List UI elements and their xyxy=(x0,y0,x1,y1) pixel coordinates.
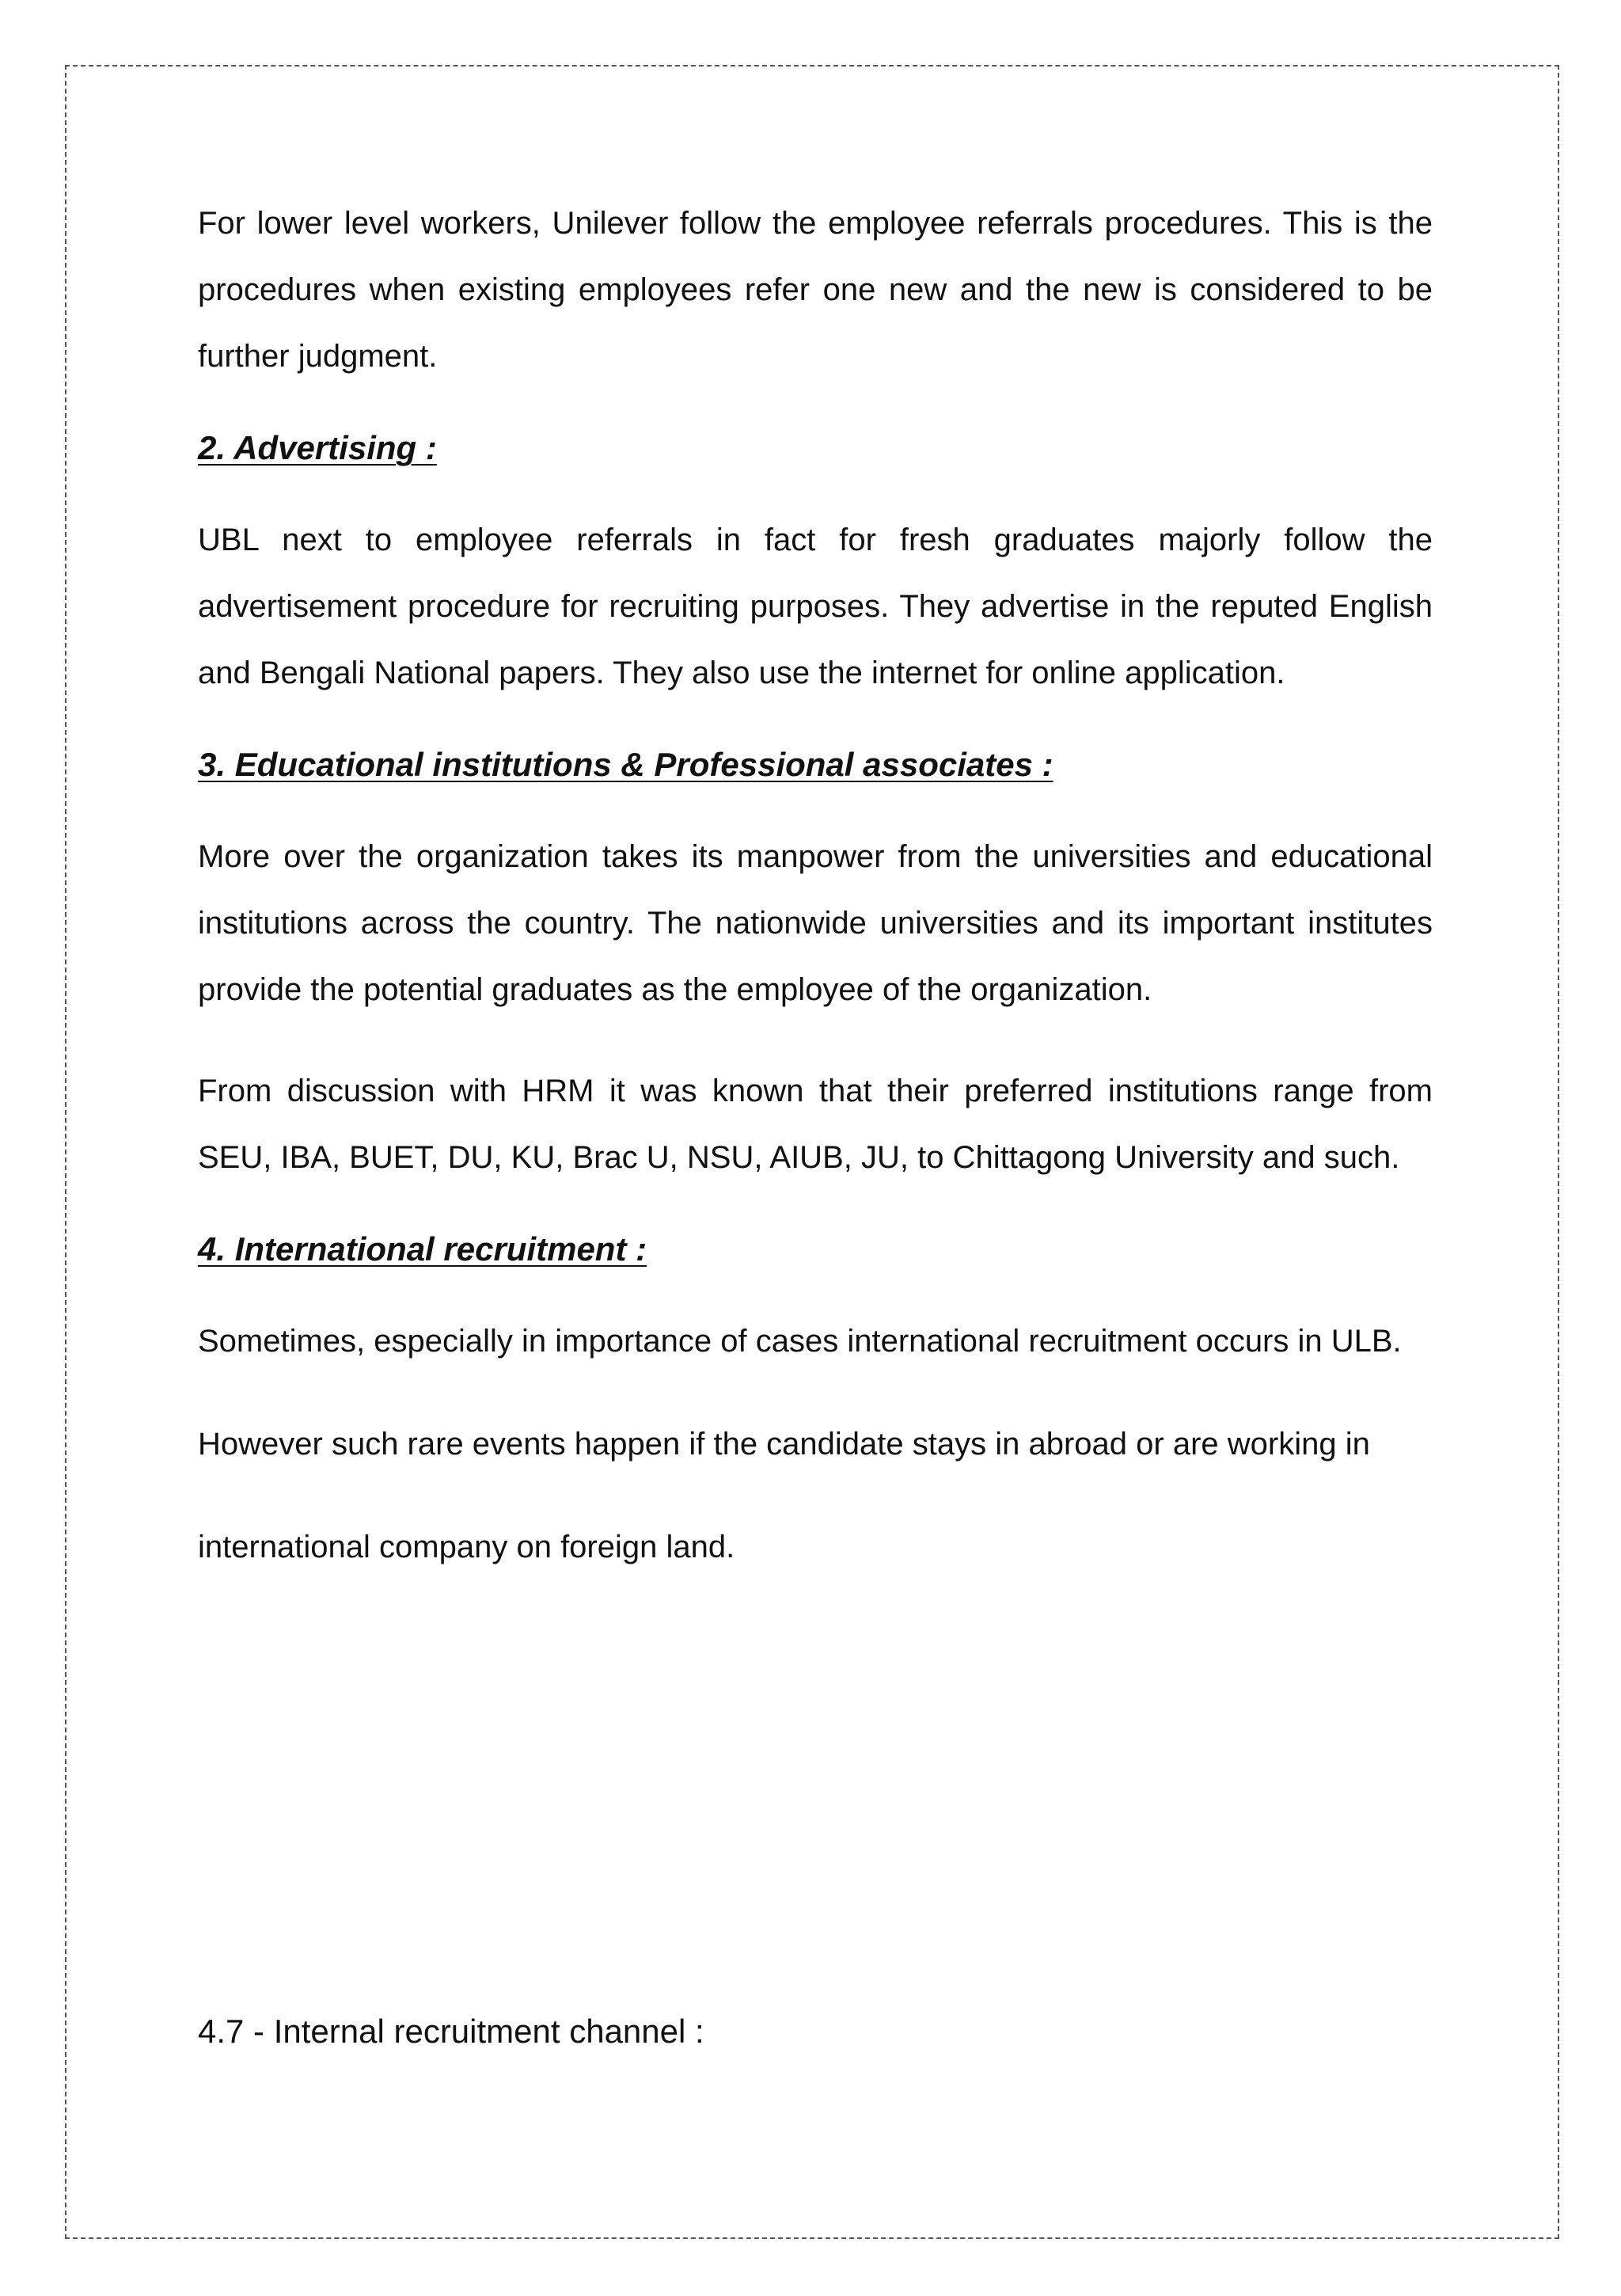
section-heading-internal-recruitment xyxy=(198,2008,704,2055)
heading-educational-institutions: 3. Educational institutions & Professional associates : xyxy=(198,746,1053,783)
paragraph-advertising: UBL next to employee referrals in fact for fresh graduates majorly follow the advertisement procedure for recruiting purposes. They advertise in the reputed English and Bengali National papers. They also use the internet for online application. xyxy=(198,523,1433,690)
section-title: Internal recruitment channel : xyxy=(273,2013,704,2050)
heading-international-recruitment: 4. International recruitment : xyxy=(198,1230,647,1268)
paragraph-preferred-institutions: From discussion with HRM it was known that their preferred institutions range from SEU, IBA, BUET, DU, KU, Brac U, NSU, AIUB, JU, to Chittagong University and such. xyxy=(198,1074,1433,1175)
paragraph-international-line-1: Sometimes, especially in importance of cases international recruitment occurs in ULB. xyxy=(198,1324,1402,1359)
section-number: 4.7 xyxy=(198,2013,245,2050)
heading-advertising: 2. Advertising : xyxy=(198,429,437,466)
paragraph-employee-referrals: For lower level workers, Unilever follow the employee referrals procedures. This is the procedures when existing employees refer one new and the new is considered to be further judgment. xyxy=(198,206,1433,374)
paragraph-educational-institutions: More over the organization takes its manpower from the universities and educational institutions across the country. The nationwide universities and its important institutes provide the potential graduates as the employee of the organization. xyxy=(198,839,1433,1007)
paragraph-international-line-3: international company on foreign land. xyxy=(198,1530,735,1564)
document-body xyxy=(198,190,1433,1617)
paragraph-international-line-2: However such rare events happen if the candidate stays in abroad or are working in xyxy=(198,1427,1370,1462)
section-separator: - xyxy=(244,2013,274,2050)
